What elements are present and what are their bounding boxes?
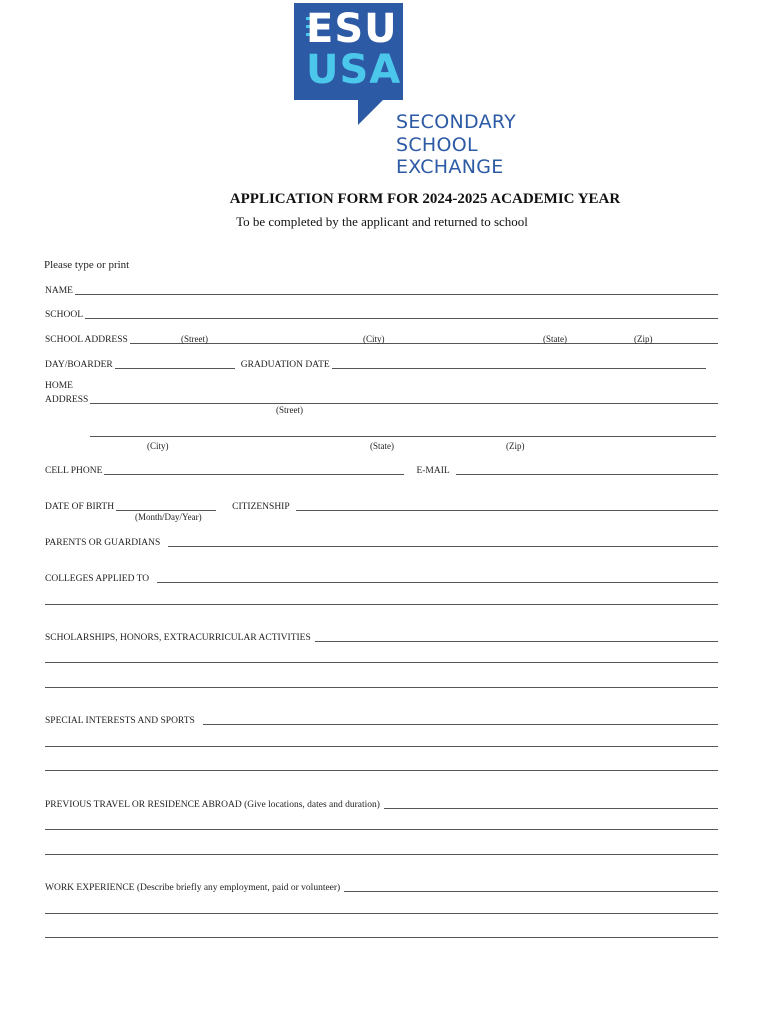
special-interests-label: SPECIAL INTERESTS AND SPORTS [45, 716, 195, 726]
graduation-date-label: GRADUATION DATE [240, 360, 330, 370]
work-row [45, 879, 718, 893]
home-zip-caption: (Zip) [506, 441, 525, 451]
citizenship-field[interactable] [296, 502, 718, 511]
scholarships-field[interactable] [315, 633, 718, 642]
colleges-extra-line[interactable] [45, 604, 718, 605]
dayboarder-field[interactable] [115, 360, 235, 369]
work-extra-line-1[interactable] [45, 913, 718, 914]
special-interests-field[interactable] [203, 716, 718, 725]
colleges-field[interactable] [157, 574, 718, 583]
parents-label: PARENTS OR GUARDIANS [45, 538, 161, 548]
dayboarder-row [45, 356, 718, 370]
travel-extra-line-1[interactable] [45, 829, 718, 830]
parents-field[interactable] [168, 538, 718, 547]
citizenship-label: CITIZENSHIP [232, 502, 290, 512]
email-field[interactable] [456, 466, 718, 475]
travel-row [45, 796, 718, 810]
special-interests-row [45, 712, 718, 726]
logo-speech-tail [358, 99, 384, 125]
cell-phone-label: CELL PHONE [45, 466, 103, 476]
work-label: WORK EXPERIENCE (Describe briefly any employment, paid or volunteer) [45, 883, 341, 893]
scholarships-label: SCHOLARSHIPS, HONORS, EXTRACURRICULAR ACTIVITIES [45, 633, 311, 643]
address-label: ADDRESS [45, 395, 89, 405]
work-extra-line-2[interactable] [45, 937, 718, 938]
work-field[interactable] [344, 883, 718, 892]
home-city-caption: (City) [147, 441, 169, 451]
home-street-caption: (Street) [276, 405, 303, 415]
scholarships-extra-line-1[interactable] [45, 662, 718, 663]
travel-extra-line-2[interactable] [45, 854, 718, 855]
parents-row [45, 534, 718, 548]
logo-tagline-3: EXCHANGE [396, 156, 504, 178]
name-label: NAME [45, 286, 73, 296]
school-row [45, 306, 718, 320]
home-city-state-zip-field[interactable] [90, 436, 716, 437]
logo-tagline-2: SCHOOL [396, 134, 478, 156]
logo-tagline-1: SECONDARY [396, 111, 517, 133]
cell-phone-field[interactable] [104, 466, 404, 475]
colleges-label: COLLEGES APPLIED TO [45, 574, 150, 584]
school-label: SCHOOL [45, 310, 84, 320]
school-city-caption: (City) [363, 334, 385, 344]
logo-text-usa: USA [306, 47, 402, 93]
school-state-caption: (State) [543, 334, 567, 344]
school-field[interactable] [85, 310, 718, 319]
logo-text-esu: ESU [306, 6, 398, 52]
school-street-caption: (Street) [181, 334, 208, 344]
school-zip-caption: (Zip) [634, 334, 653, 344]
dayboarder-label: DAY/BOARDER [45, 360, 113, 370]
special-interests-extra-line-1[interactable] [45, 746, 718, 747]
school-address-label: SCHOOL ADDRESS [45, 335, 128, 345]
email-label: E-MAIL [416, 466, 450, 476]
graduation-date-field[interactable] [332, 360, 706, 369]
name-field[interactable] [75, 286, 718, 295]
home-label: HOME [45, 381, 73, 391]
home-street-field[interactable] [90, 395, 718, 404]
travel-field[interactable] [384, 800, 718, 809]
special-interests-extra-line-2[interactable] [45, 770, 718, 771]
instruction-text: Please type or print [44, 259, 130, 271]
name-row [45, 282, 718, 296]
form-subtitle: To be completed by the applicant and returned to school [236, 214, 528, 229]
colleges-row [45, 570, 718, 584]
dob-field[interactable] [116, 502, 216, 511]
home-state-caption: (State) [370, 441, 394, 451]
form-title: APPLICATION FORM FOR 2024-2025 ACADEMIC YEAR [229, 191, 621, 207]
logo-box [294, 3, 403, 100]
dob-format-caption: (Month/Day/Year) [135, 512, 202, 522]
travel-label: PREVIOUS TRAVEL OR RESIDENCE ABROAD (Give locations, dates and duration) [45, 800, 380, 810]
contact-row [45, 462, 718, 476]
scholarships-extra-line-2[interactable] [45, 687, 718, 688]
dob-row [45, 498, 718, 512]
dob-label: DATE OF BIRTH [45, 502, 115, 512]
esu-logo [294, 3, 524, 178]
home-address-row [45, 391, 718, 405]
school-address-field[interactable] [130, 335, 718, 344]
scholarships-row [45, 629, 718, 643]
